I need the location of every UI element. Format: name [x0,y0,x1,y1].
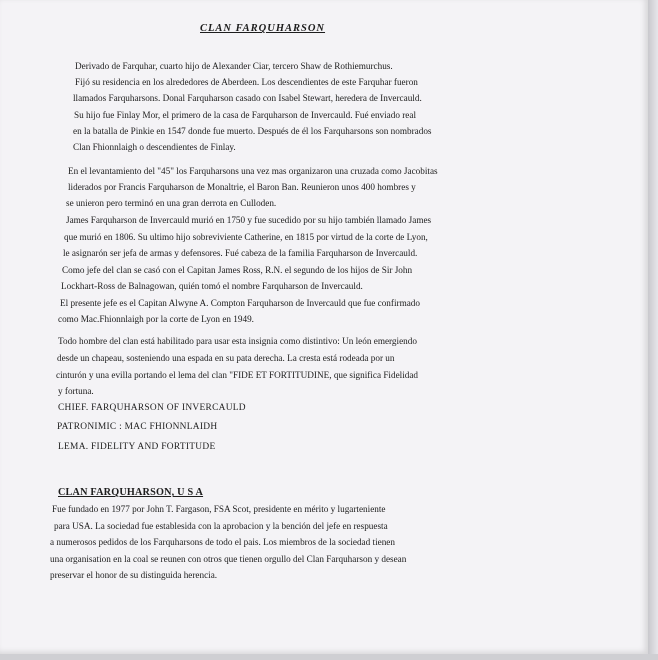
body-line: Todo hombre del clan está habilitado para usar esta insignia como distintivo: Un león emergiendo [58,336,417,346]
body-line: cinturón y una evilla portando el lema del clan "FIDE ET FORTITUDINE, que significa Fidelidad [56,370,419,380]
page-edge-bottom [0,654,658,660]
body-line: Su hijo fue Finlay Mor, el primero de la casa de Farquharson de Invercauld. Fué enviado real [74,110,417,120]
usa-line: preservar el honor de su distinguida herencia. [50,570,218,580]
body-line: en la batalla de Pinkie en 1547 donde fue muerto. Después de él los Farquharsons son nombrados [73,126,432,136]
section-subtitle: CLAN FARQUHARSON, U S A [58,487,204,498]
patronimic-line: PATRONIMIC : MAC FHIONNLAIDH [57,422,218,432]
body-line: Como jefe del clan se casó con el Capitan James Ross, R.N. el segundo de los hijos de Sir John [62,265,413,275]
usa-line: a numerosos pedidos de los Farquharsons de todo el pais. Los miembros de la sociedad tienen [50,537,395,547]
page-edge-right [648,0,658,660]
usa-line: una organisation en la coal se reunen con otros que tienen orgullo del Clan Farquharson y desean [50,554,407,564]
body-line: James Farquharson de Invercauld murió en 1750 y fue sucedido por su hijo también llamado James [66,215,432,225]
document-title: CLAN FARQUHARSON [200,23,326,34]
chief-line: CHIEF. FARQUHARSON OF INVERCAULD [58,403,246,413]
body-line: Lockhart-Ross de Balnagowan, quién tomó el nombre Farquharson de Invercauld. [61,281,363,291]
body-line: Derivado de Farquhar, cuarto hijo de Alexander Ciar, tercero Shaw de Rothiemurchus. [75,61,393,71]
body-line: Clan Fhionnlaigh o descendientes de Finlay. [73,142,236,152]
body-line: Fijó su residencia en los alrededores de Aberdeen. Los descendientes de este Farquhar fueron [75,77,418,87]
body-line: liderados por Francis Farquharson de Monaltrie, el Baron Ban. Reunieron unos 400 hombres y [68,182,416,192]
body-line: El presente jefe es el Capitan Alwyne A. Compton Farquharson de Invercauld que fue confirmado [60,298,420,308]
body-line: y fortuna. [58,386,94,396]
body-line: le asignarón ser jefa de armas y defensores. Fué cabeza de la familia Farquharson de Invercauld. [63,248,418,258]
body-line: que murió en 1806. Su ultimo hijo sobreviviente Catherine, en 1815 por virtud de la corte de Lyon, [64,232,428,242]
body-line: desde un chapeau, sosteniendo una espada en su pata derecha. La cresta está rodeada por un [57,353,395,363]
motto-line: LEMA. FIDELITY AND FORTITUDE [58,442,216,452]
body-line: En el levantamiento del "45" los Farquharsons una vez mas organizaron una cruzada como Jacobitas [68,166,438,176]
body-line: como Mac.Fhionnlaigh por la corte de Lyon en 1949. [58,314,254,324]
usa-line: para USA. La sociedad fue establesida con la aprobacion y la bención del jefe en respuesta [54,521,388,531]
usa-line: Fue fundado en 1977 por John T. Fargason, FSA Scot, presidente en mérito y lugarteniente [52,504,386,514]
body-line: llamados Farquharsons. Donal Farquharson casado con Isabel Stewart, heredera de Invercauld. [73,93,422,103]
body-line: se unieron pero terminó en una gran derrota en Culloden. [66,198,277,208]
